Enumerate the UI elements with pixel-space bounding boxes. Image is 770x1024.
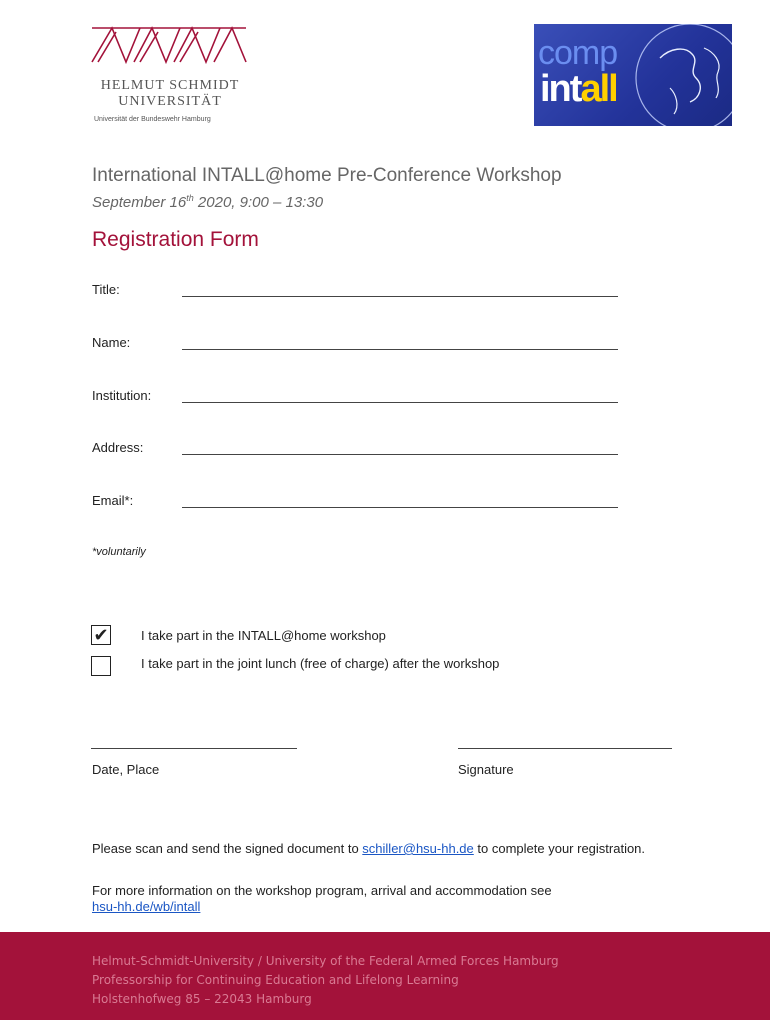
email-link[interactable]: schiller@hsu-hh.de <box>362 841 474 856</box>
lunch-checkbox-label: I take part in the joint lunch (free of charge) after the workshop <box>141 656 500 671</box>
event-title: International INTALL@home Pre-Conference Workshop <box>92 165 562 186</box>
email-field[interactable] <box>182 507 618 508</box>
hsu-name-line1: HELMUT SCHMIDT <box>100 78 240 93</box>
date-place-label: Date, Place <box>92 762 160 777</box>
form-title: Registration Form <box>92 228 259 251</box>
hsu-name-line2: UNIVERSITÄT <box>118 94 222 109</box>
title-field[interactable] <box>182 296 618 297</box>
scan-instructions: Please scan and send the signed document to schiller@hsu-hh.de to complete your registration. <box>92 841 646 856</box>
field-label-email: Email*: <box>92 493 134 508</box>
name-field[interactable] <box>182 349 618 350</box>
checkmark-icon: ✔ <box>93 625 109 645</box>
info-link[interactable]: hsu-hh.de/wb/intall <box>92 899 201 914</box>
logo-comp-text: comp <box>538 34 618 72</box>
date-place-field[interactable] <box>91 748 297 749</box>
field-label-institution: Institution: <box>92 388 152 403</box>
institution-field[interactable] <box>182 402 618 403</box>
more-info-note: For more information on the workshop program, arrival and accommodation see hsu-hh.de/wb/intall <box>92 883 552 914</box>
field-label-name: Name: <box>92 335 131 350</box>
field-label-title: Title: <box>92 282 120 297</box>
footer-band <box>0 932 770 1020</box>
footer-line-1: Helmut-Schmidt-University / University of the Federal Armed Forces Hamburg <box>92 954 559 968</box>
workshop-checkbox[interactable] <box>91 625 111 645</box>
field-label-address: Address: <box>92 440 144 455</box>
signature-label: Signature <box>458 762 514 777</box>
address-field[interactable] <box>182 454 618 455</box>
lunch-checkbox[interactable] <box>91 656 111 676</box>
signature-field[interactable] <box>458 748 672 749</box>
voluntarily-note: *voluntarily <box>92 546 146 558</box>
hsu-subtitle: Universität der Bundeswehr Hamburg <box>94 116 211 123</box>
workshop-checkbox-label: I take part in the INTALL@home workshop <box>141 628 386 643</box>
event-date: September 16th 2020, 9:00 – 13:30 <box>92 193 324 211</box>
footer-line-2: Professorship for Continuing Education and Lifelong Learning <box>92 973 459 987</box>
comp-intall-logo <box>534 24 732 126</box>
hsu-emblem-icon <box>90 22 250 66</box>
globe-icon <box>630 24 732 126</box>
footer-line-3: Holstenhofweg 85 – 22043 Hamburg <box>92 992 312 1006</box>
hsu-logo <box>86 22 256 130</box>
logo-intall-text: intall <box>540 68 617 110</box>
